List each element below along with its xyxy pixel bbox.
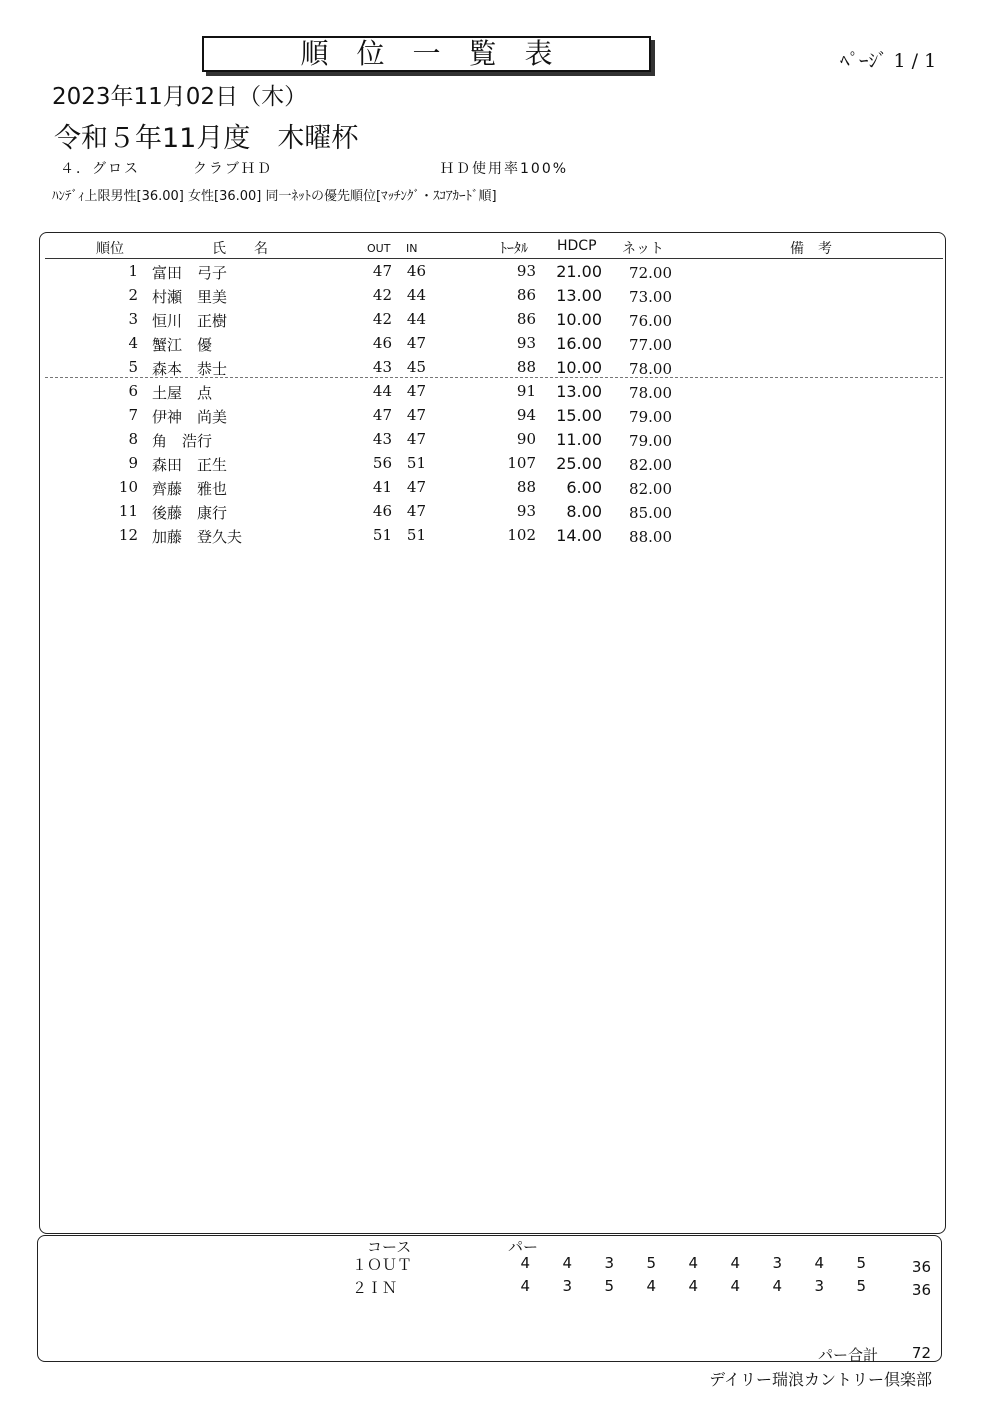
cell-out: 47 bbox=[372, 262, 392, 280]
cell-net: 88.00 bbox=[629, 528, 672, 546]
hole-par: 5 bbox=[646, 1254, 656, 1272]
event-date: 2023年11月02日（木） bbox=[52, 84, 308, 110]
col-header-hdcp: HDCP bbox=[557, 238, 597, 254]
cell-total: 88 bbox=[516, 478, 536, 496]
cell-name: 加藤 登久夫 bbox=[152, 528, 243, 546]
cell-net: 76.00 bbox=[629, 312, 672, 330]
col-header-rank: 順位 bbox=[96, 241, 124, 257]
par-total-value: 72 bbox=[911, 1344, 931, 1362]
cell-rank: 1 bbox=[128, 262, 138, 280]
cell-out: 56 bbox=[372, 454, 392, 472]
cell-hdcp: 10.00 bbox=[556, 310, 602, 329]
cell-hdcp: 15.00 bbox=[556, 406, 602, 425]
cell-in: 45 bbox=[406, 358, 426, 376]
cell-out: 42 bbox=[372, 310, 392, 328]
cell-total: 90 bbox=[516, 430, 536, 448]
club-name: デイリー瑞浪カントリー倶楽部 bbox=[709, 1370, 932, 1389]
course-par-total: 36 bbox=[911, 1281, 931, 1299]
par-total-label: パー合計 bbox=[818, 1346, 879, 1364]
cell-rank: 8 bbox=[128, 430, 138, 448]
cell-net: 85.00 bbox=[629, 504, 672, 522]
cell-in: 47 bbox=[406, 478, 426, 496]
cell-in: 44 bbox=[406, 286, 426, 304]
cell-name: 恒川 正樹 bbox=[152, 312, 228, 330]
cell-in: 47 bbox=[406, 406, 426, 424]
hole-par: 3 bbox=[562, 1277, 572, 1295]
hole-par: 5 bbox=[604, 1277, 614, 1295]
hd-usage-rate: ＨＤ使用率100% bbox=[440, 161, 569, 177]
cell-total: 86 bbox=[516, 310, 536, 328]
hole-par: 4 bbox=[730, 1254, 740, 1272]
cell-hdcp: 13.00 bbox=[556, 286, 602, 305]
cell-hdcp: 6.00 bbox=[566, 478, 602, 497]
cell-name: 蟹江 優 bbox=[152, 336, 213, 354]
course-name: １ＯＵＴ bbox=[352, 1256, 413, 1274]
cell-net: 73.00 bbox=[629, 288, 672, 306]
cell-hdcp: 16.00 bbox=[556, 334, 602, 353]
event-name: 令和５年11月度 木曜杯 bbox=[54, 123, 359, 154]
cell-name: 富田 弓子 bbox=[152, 264, 228, 282]
cell-rank: 2 bbox=[128, 286, 138, 304]
cell-rank: 12 bbox=[118, 526, 138, 544]
cell-name: 森本 恭士 bbox=[152, 360, 228, 378]
col-header-name: 氏 名 bbox=[212, 241, 268, 257]
cell-total: 88 bbox=[516, 358, 536, 376]
course-name: ２ＩＮ bbox=[352, 1279, 398, 1297]
hole-par: 4 bbox=[646, 1277, 656, 1295]
cell-net: 82.00 bbox=[629, 480, 672, 498]
cell-name: 伊神 尚美 bbox=[152, 408, 228, 426]
cell-total: 107 bbox=[507, 454, 536, 472]
handicap-type: クラブＨＤ bbox=[193, 161, 273, 177]
cell-net: 78.00 bbox=[629, 384, 672, 402]
cell-out: 42 bbox=[372, 286, 392, 304]
cell-rank: 7 bbox=[128, 406, 138, 424]
col-header-out: OUT bbox=[367, 242, 391, 255]
header-divider bbox=[45, 258, 943, 259]
cell-rank: 9 bbox=[128, 454, 138, 472]
cell-hdcp: 13.00 bbox=[556, 382, 602, 401]
col-header-total: ﾄｰﾀﾙ bbox=[500, 241, 528, 257]
cell-out: 47 bbox=[372, 406, 392, 424]
hole-par: 4 bbox=[520, 1277, 530, 1295]
cell-rank: 5 bbox=[128, 358, 138, 376]
cell-net: 72.00 bbox=[629, 264, 672, 282]
col-header-net: ネット bbox=[622, 241, 664, 257]
cell-in: 47 bbox=[406, 382, 426, 400]
cell-rank: 3 bbox=[128, 310, 138, 328]
hole-par: 4 bbox=[520, 1254, 530, 1272]
par-label: パー bbox=[508, 1238, 539, 1256]
hole-par: 4 bbox=[688, 1254, 698, 1272]
course-par-total: 36 bbox=[911, 1258, 931, 1276]
cell-in: 44 bbox=[406, 310, 426, 328]
cell-hdcp: 21.00 bbox=[556, 262, 602, 281]
cell-name: 森田 正生 bbox=[152, 456, 228, 474]
cell-name: 角 浩行 bbox=[152, 432, 213, 450]
col-header-in: IN bbox=[406, 242, 418, 255]
cell-name: 後藤 康行 bbox=[152, 504, 228, 522]
cell-in: 47 bbox=[406, 502, 426, 520]
cell-net: 77.00 bbox=[629, 336, 672, 354]
cell-in: 51 bbox=[406, 526, 426, 544]
hole-par: 3 bbox=[604, 1254, 614, 1272]
hole-par: 3 bbox=[772, 1254, 782, 1272]
cell-out: 46 bbox=[372, 334, 392, 352]
cell-total: 86 bbox=[516, 286, 536, 304]
cell-total: 94 bbox=[516, 406, 536, 424]
cell-hdcp: 10.00 bbox=[556, 358, 602, 377]
cell-hdcp: 25.00 bbox=[556, 454, 602, 473]
hole-par: 4 bbox=[772, 1277, 782, 1295]
cell-rank: 10 bbox=[118, 478, 138, 496]
cell-in: 47 bbox=[406, 430, 426, 448]
col-header-remarks: 備 考 bbox=[790, 241, 832, 257]
hole-par: 4 bbox=[730, 1277, 740, 1295]
cell-out: 43 bbox=[372, 430, 392, 448]
cell-net: 78.00 bbox=[629, 360, 672, 378]
cell-rank: 6 bbox=[128, 382, 138, 400]
cell-out: 43 bbox=[372, 358, 392, 376]
cell-total: 91 bbox=[516, 382, 536, 400]
cell-in: 46 bbox=[406, 262, 426, 280]
hole-par: 4 bbox=[688, 1277, 698, 1295]
cell-out: 51 bbox=[372, 526, 392, 544]
handicap-limit-note: ﾊﾝﾃﾞｨ上限男性[36.00] 女性[36.00] 同一ﾈｯﾄの優先順位[ﾏｯﾁﾝｸﾞ・ｽｺｱｶｰﾄﾞ順] bbox=[52, 189, 497, 204]
cell-name: 齊藤 雅也 bbox=[152, 480, 228, 498]
hole-par: 3 bbox=[814, 1277, 824, 1295]
cell-hdcp: 8.00 bbox=[566, 502, 602, 521]
cell-out: 46 bbox=[372, 502, 392, 520]
category-label: ４．グロス bbox=[60, 161, 140, 177]
cell-in: 51 bbox=[406, 454, 426, 472]
hole-par: 5 bbox=[856, 1254, 866, 1272]
cell-net: 79.00 bbox=[629, 432, 672, 450]
cell-in: 47 bbox=[406, 334, 426, 352]
cell-hdcp: 11.00 bbox=[556, 430, 602, 449]
cell-rank: 11 bbox=[118, 502, 138, 520]
cell-net: 82.00 bbox=[629, 456, 672, 474]
cell-hdcp: 14.00 bbox=[556, 526, 602, 545]
cell-total: 102 bbox=[507, 526, 536, 544]
cell-out: 44 bbox=[372, 382, 392, 400]
cell-net: 79.00 bbox=[629, 408, 672, 426]
course-label: コース bbox=[367, 1238, 412, 1256]
hole-par: 4 bbox=[562, 1254, 572, 1272]
cell-total: 93 bbox=[516, 262, 536, 280]
hole-par: 5 bbox=[856, 1277, 866, 1295]
cell-name: 村瀬 里美 bbox=[152, 288, 228, 306]
hole-par: 4 bbox=[814, 1254, 824, 1272]
cell-out: 41 bbox=[372, 478, 392, 496]
cell-total: 93 bbox=[516, 502, 536, 520]
cell-name: 土屋 点 bbox=[152, 384, 213, 402]
cell-rank: 4 bbox=[128, 334, 138, 352]
page-indicator: ﾍﾟｰｼﾞ 1 / 1 bbox=[840, 50, 937, 72]
page-title: 順位一覧表 bbox=[202, 36, 651, 72]
cell-total: 93 bbox=[516, 334, 536, 352]
